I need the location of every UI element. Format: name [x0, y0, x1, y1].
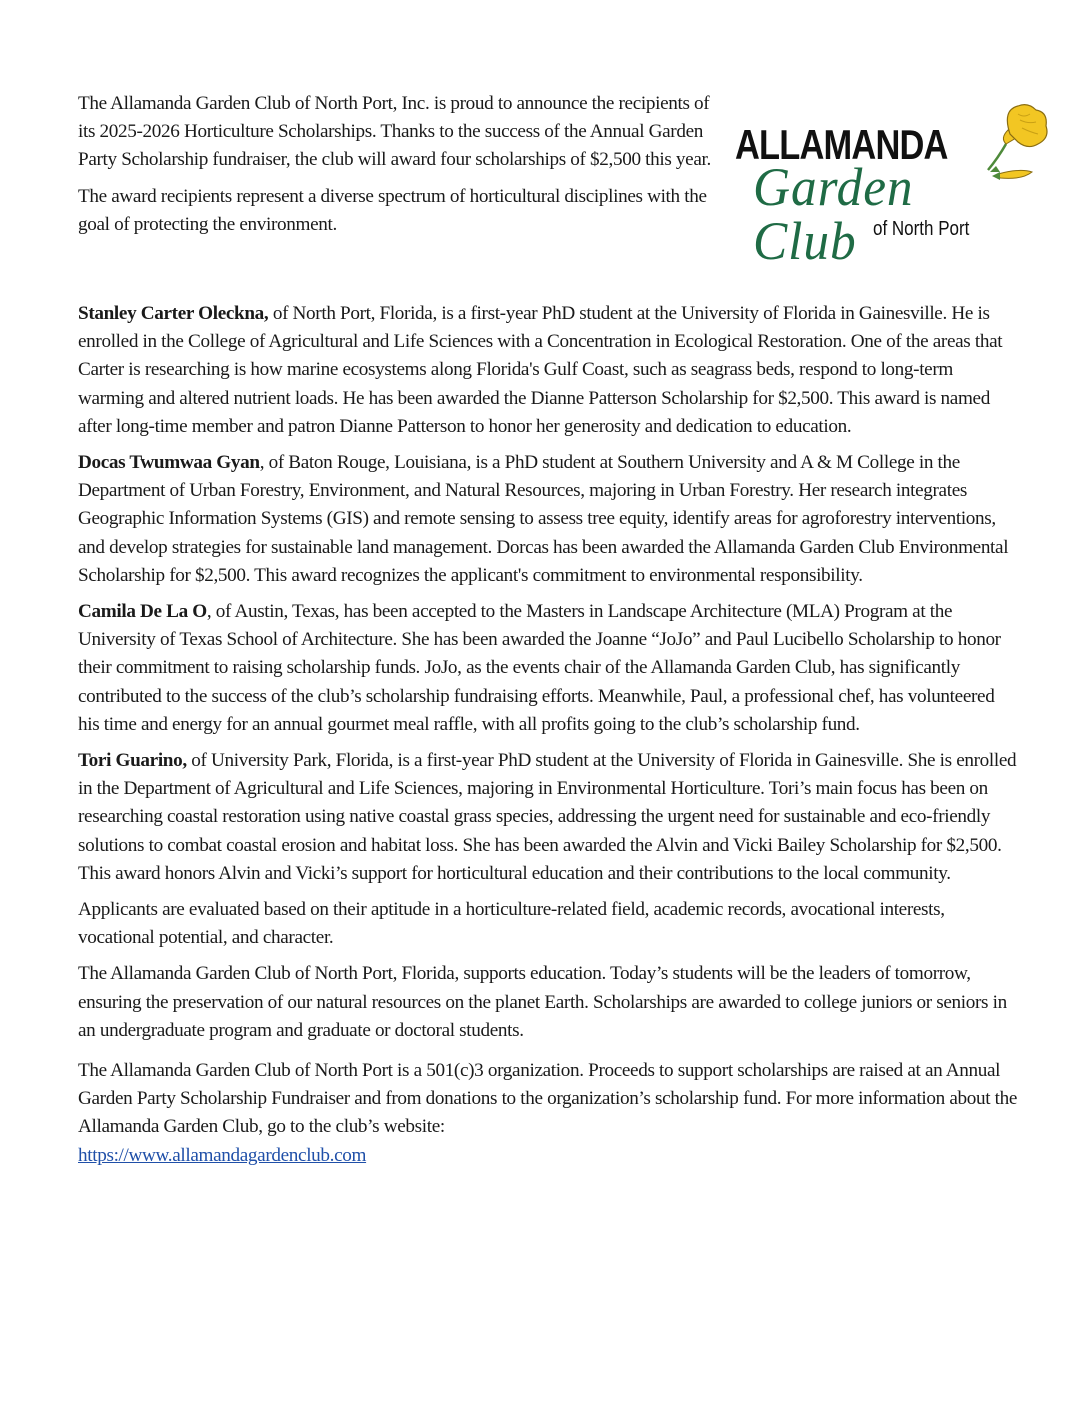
- recipient-paragraph: [78, 747, 1018, 888]
- recipient-name: Camila De La O: [78, 601, 207, 623]
- recipient-paragraph: [78, 300, 1018, 441]
- recipient-name: Stanley Carter Oleckna,: [78, 303, 269, 324]
- logo-garden-club-text: Garden Club: [753, 157, 914, 271]
- intro-section: [78, 90, 1018, 290]
- website-link[interactable]: https://www.allamandagardenclub.com: [78, 1144, 367, 1166]
- recipient-paragraph: [78, 449, 1018, 590]
- recipient-description: of University Park, Florida, is a first-year PhD student at the University of Florida in Gainesville. She is enrolled in the Department of Agricultural and Life Sciences, majoring in Environmental Horticulture. Tori’s main focus has been on researching coastal restoration using native coastal grass species, addressing the urgent need for sustainable and eco-friendly solutions to combat coastal erosion and habitat loss. She has been awarded the Alvin and Vicki Bailey Scholarship for $2,500. This award honors Alvin and Vicki’s support for horticultural education and their contributions to the local community.: [78, 750, 1017, 884]
- recipient-name: Tori Guarino,: [78, 750, 187, 772]
- logo-allamanda-text: ALLAMANDA: [735, 121, 948, 168]
- recipient-description: , of Baton Rouge, Louisiana, is a PhD student at Southern University and A & M College in the Department of Urban Forestry, Environment, and Natural Resources, majoring in Urban Forestry. Her research integrates Geographic Information Systems (GIS) and remote sensing to assess tree equity, identify areas for agroforestry interventions, and develop strategies for sustainable land management. Dorcas has been awarded the Allamanda Garden Club Environmental Scholarship for $2,500. This award recognizes the applicant's commitment to environmental responsibility.: [78, 452, 1009, 586]
- mission-paragraph: The Allamanda Garden Club of North Port, Florida, supports education. Today’s students will be the leaders of tomorrow, ensuring the preservation of our natural resources on the planet Earth. Scholarships are awarded to college juniors or seniors in an undergraduate program and graduate or doctoral students.: [78, 963, 1007, 1041]
- recipient-name: Docas Twumwaa Gyan: [78, 452, 260, 474]
- intro-paragraph-recipients: The award recipients represent a diverse spectrum of horticultural disciplines with the goal of protecting the environment.: [78, 185, 707, 235]
- recipient-paragraph: [78, 598, 1018, 739]
- org-info-text: The Allamanda Garden Club of North Port is a 501(c)3 organization. Proceeds to support scholarships are raised at an Annual Garden Party Scholarship Fundraiser and from donations to the organization’s scholarship fund. For more information about the Allamanda Garden Club, go to the club’s website:: [78, 1060, 1018, 1138]
- allamanda-flower-icon: [980, 100, 1050, 190]
- recipients-section: [78, 300, 1018, 1170]
- intro-text: [78, 90, 718, 247]
- document-page: [78, 90, 1018, 1178]
- criteria-paragraph: Applicants are evaluated based on their aptitude in a horticulture-related field, academic records, avocational interests, vocational potential, and character.: [78, 899, 945, 949]
- recipient-description: , of Austin, Texas, has been accepted to the Masters in Landscape Architecture (MLA) Program at the University of Texas School of Architecture. She has been awarded the Joanne “JoJo” and Paul Lucibello Scholarship to honor their commitment to raising scholarship funds. JoJo, as the events chair of the Allamanda Garden Club, has significantly contributed to the success of the club’s scholarship fundraising efforts. Meanwhile, Paul, a professional chef, has volunteered his time and energy for an annual gourmet meal raffle, with all profits going to the club’s scholarship fund.: [78, 601, 1001, 735]
- logo-north-port-text: of North Port: [873, 218, 970, 240]
- recipient-description: of North Port, Florida, is a first-year PhD student at the University of Florida in Gainesville. He is enrolled in the College of Agricultural and Life Sciences with a Concentration in Ecological Restoration. One of the areas that Carter is researching is how marine ecosystems along Florida's Gulf Coast, such as seagrass beds, respond to long-term warming and altered nutrient loads. He has been awarded the Dianne Patterson Scholarship for $2,500. This award is named after long-time member and patron Dianne Patterson to honor her generosity and dedication to education.: [78, 303, 1003, 437]
- intro-paragraph-announcement: The Allamanda Garden Club of North Port, Inc. is proud to announce the recipients of its 2025-2026 Horticulture Scholarships. Thanks to the success of the Annual Garden Party Scholarship fundraiser, the club will award four scholarships of $2,500 this year.: [78, 93, 711, 171]
- org-info-paragraph: [78, 1057, 1018, 1170]
- club-logo: [735, 108, 1035, 271]
